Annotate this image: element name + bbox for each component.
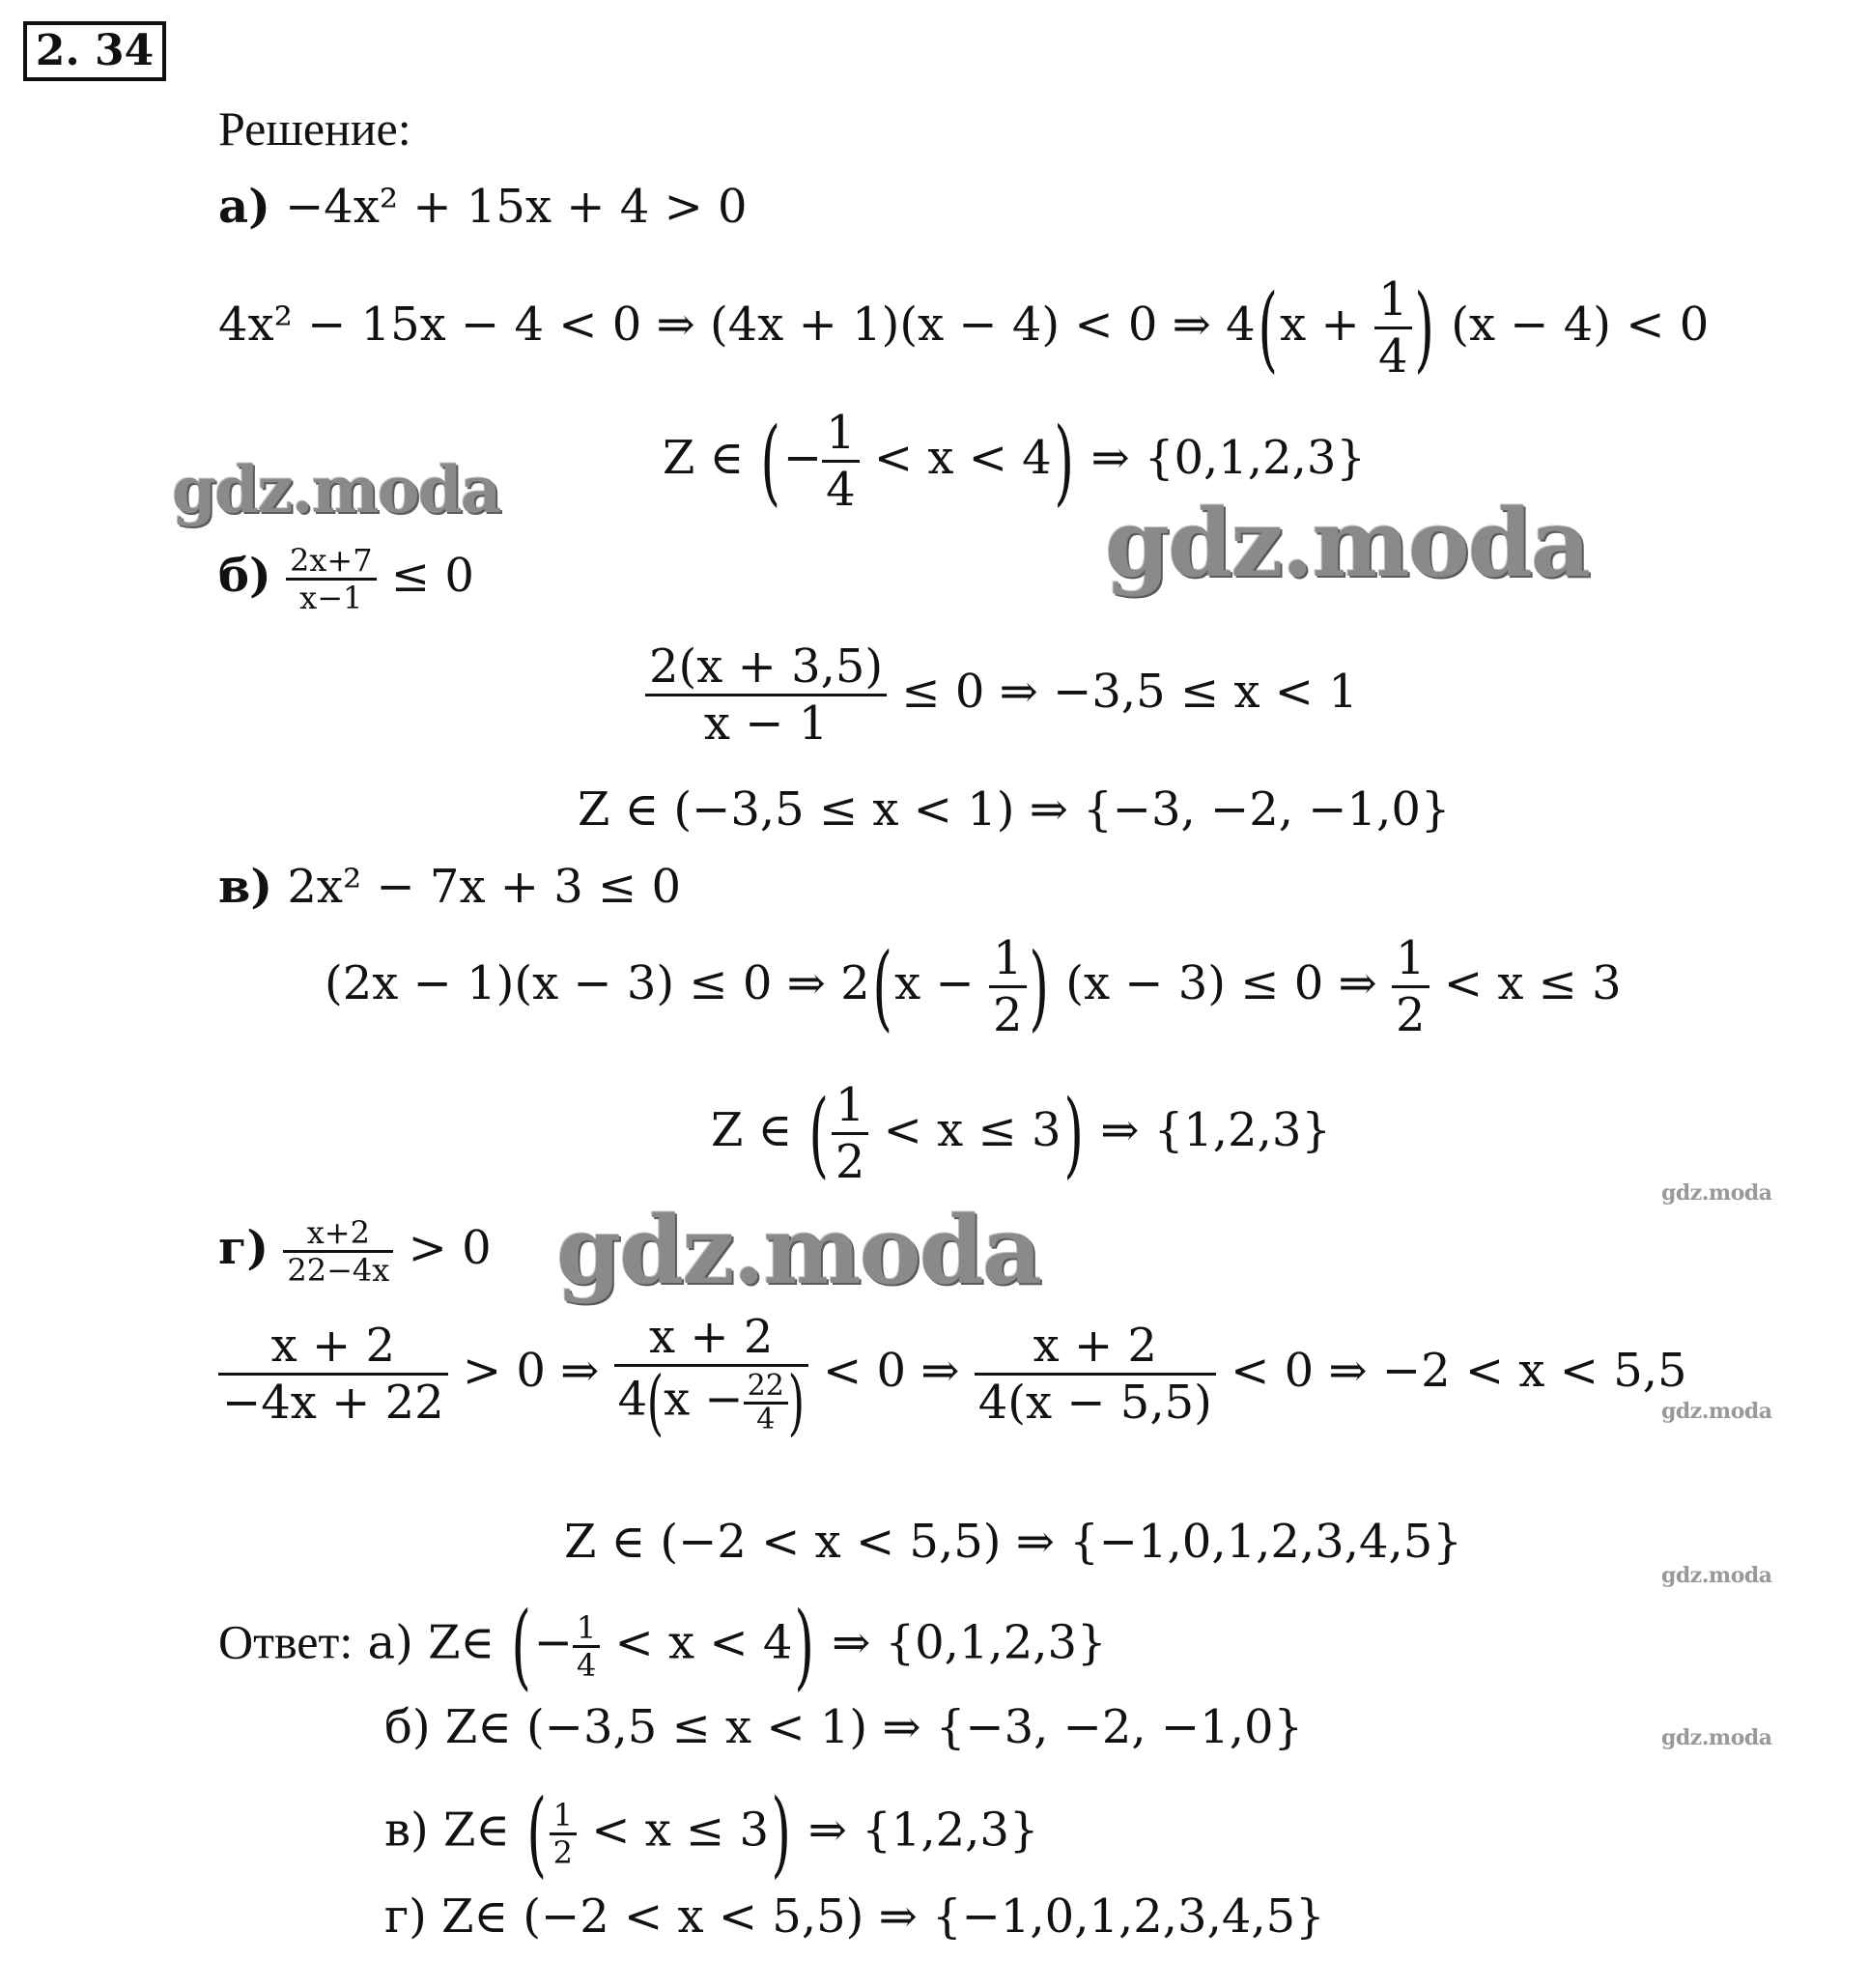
part-v-statement: в) 2x² − 7x + 3 ≤ 0 [218, 860, 682, 914]
problem-number: 2. 34 [23, 21, 166, 81]
part-a-statement [218, 178, 748, 236]
part-b-label: б) [218, 549, 271, 603]
watermark: gdz.moda [1105, 489, 1590, 598]
watermark-small: gdz.moda [1661, 1399, 1772, 1424]
fraction: $\frac{2(x + 3,5)}{x - 1}$ [645, 639, 887, 751]
part-a-step: 4x² − 15x − 4 < 0 ⇒ (4x + 1)(x − 4) < 0 ⇒ 4(x + $\frac{1}{4}$ ) (x − 4) < 0 [218, 272, 1710, 383]
fraction: $\frac{2x+7}{x-1}$ [286, 543, 377, 615]
fraction: $\frac{1}{4}$ [1374, 272, 1412, 383]
fraction: $\frac{1}{2}$ [550, 1798, 577, 1870]
fraction: $\frac{x + 2}{4(x - 5,5)}$ [975, 1319, 1216, 1430]
fraction: $\frac{x + 2}{-4x + 22}$ [218, 1319, 448, 1430]
part-a-step-inner: x + [1280, 298, 1360, 352]
answer-g: г) Z∈ (−2 < x < 5,5) ⇒ {−1,0,1,2,3,4,5} [384, 1889, 1325, 1944]
part-a-label: а) [218, 180, 270, 234]
fraction: $\frac{1}{4}$ [573, 1610, 600, 1683]
answer-b: б) Z∈ (−3,5 ≤ x < 1) ⇒ {−3, −2, −1,0} [384, 1700, 1304, 1754]
solution-heading: Решение: [218, 101, 411, 156]
part-g-z: Z ∈ (−2 < x < 5,5) ⇒ {−1,0,1,2,3,4,5} [564, 1515, 1462, 1569]
part-b-step: $\frac{2(x + 3,5)}{x - 1}$ ≤ 0 ⇒ −3,5 ≤ x < 1 [645, 639, 1358, 751]
part-g-step: $\frac{x + 2}{-4x + 22}$ > 0 ⇒ x + 2 4(x − $\frac{22}{4}$ ) < 0 ⇒ $\frac{x + 2}{4(x - 5,5)}$ < 0 ⇒ −2 < x < 5,5 [218, 1310, 1687, 1438]
part-g-label: г) [218, 1221, 269, 1275]
part-v-step: (2x − 1)(x − 3) ≤ 0 ⇒ 2(x − $\frac{1}{2}$ ) (x − 3) ≤ 0 ⇒ $\frac{1}{2}$ < x ≤ 3 [325, 931, 1622, 1042]
fraction: $\frac{1}{2}$ [1392, 931, 1429, 1042]
watermark-small: gdz.moda [1661, 1180, 1772, 1206]
part-b-z: Z ∈ (−3,5 ≤ x < 1) ⇒ {−3, −2, −1,0} [578, 782, 1451, 837]
fraction: $\frac{1}{4}$ [822, 406, 860, 517]
fraction: $\frac{1}{2}$ [989, 931, 1027, 1042]
answer-a: Ответ: а) Z∈ (− $\frac{1}{4}$ < x < 4) ⇒ {0,1,2,3} [218, 1592, 1107, 1700]
part-v-label: в) [218, 860, 273, 914]
fraction: $\frac{x+2}{22-4x}$ [283, 1215, 393, 1288]
part-g-statement: г) $\frac{x+2}{22-4x}$ > 0 [218, 1214, 492, 1289]
part-b-statement: б) $\frac{2x+7}{x-1}$ ≤ 0 [218, 542, 474, 616]
part-v-z: Z ∈ ( $\frac{1}{2}$ < x ≤ 3) ⇒ {1,2,3} [711, 1078, 1331, 1189]
answer-label: Ответ: [218, 1614, 354, 1669]
watermark-small: gdz.moda [1661, 1725, 1772, 1750]
fraction: x + 2 4(x − $\frac{22}{4}$ ) [614, 1310, 808, 1438]
part-a-inequality: −4x² + 15x + 4 > 0 [285, 180, 748, 234]
part-a-z: Z ∈ (− $\frac{1}{4}$ < x < 4) ⇒ {0,1,2,3} [663, 406, 1366, 517]
watermark: gdz.moda [172, 452, 500, 527]
part-a-step-post: (x − 4) < 0 [1451, 298, 1710, 352]
watermark: gdz.moda [556, 1196, 1041, 1305]
answer-v: в) Z∈ ( $\frac{1}{2}$ < x ≤ 3) ⇒ {1,2,3} [384, 1779, 1039, 1888]
fraction: $\frac{1}{2}$ [832, 1078, 869, 1189]
watermark-small: gdz.moda [1661, 1563, 1772, 1588]
part-a-step-pre: 4x² − 15x − 4 < 0 ⇒ (4x + 1)(x − 4) < 0 ⇒ 4 [218, 298, 1256, 352]
